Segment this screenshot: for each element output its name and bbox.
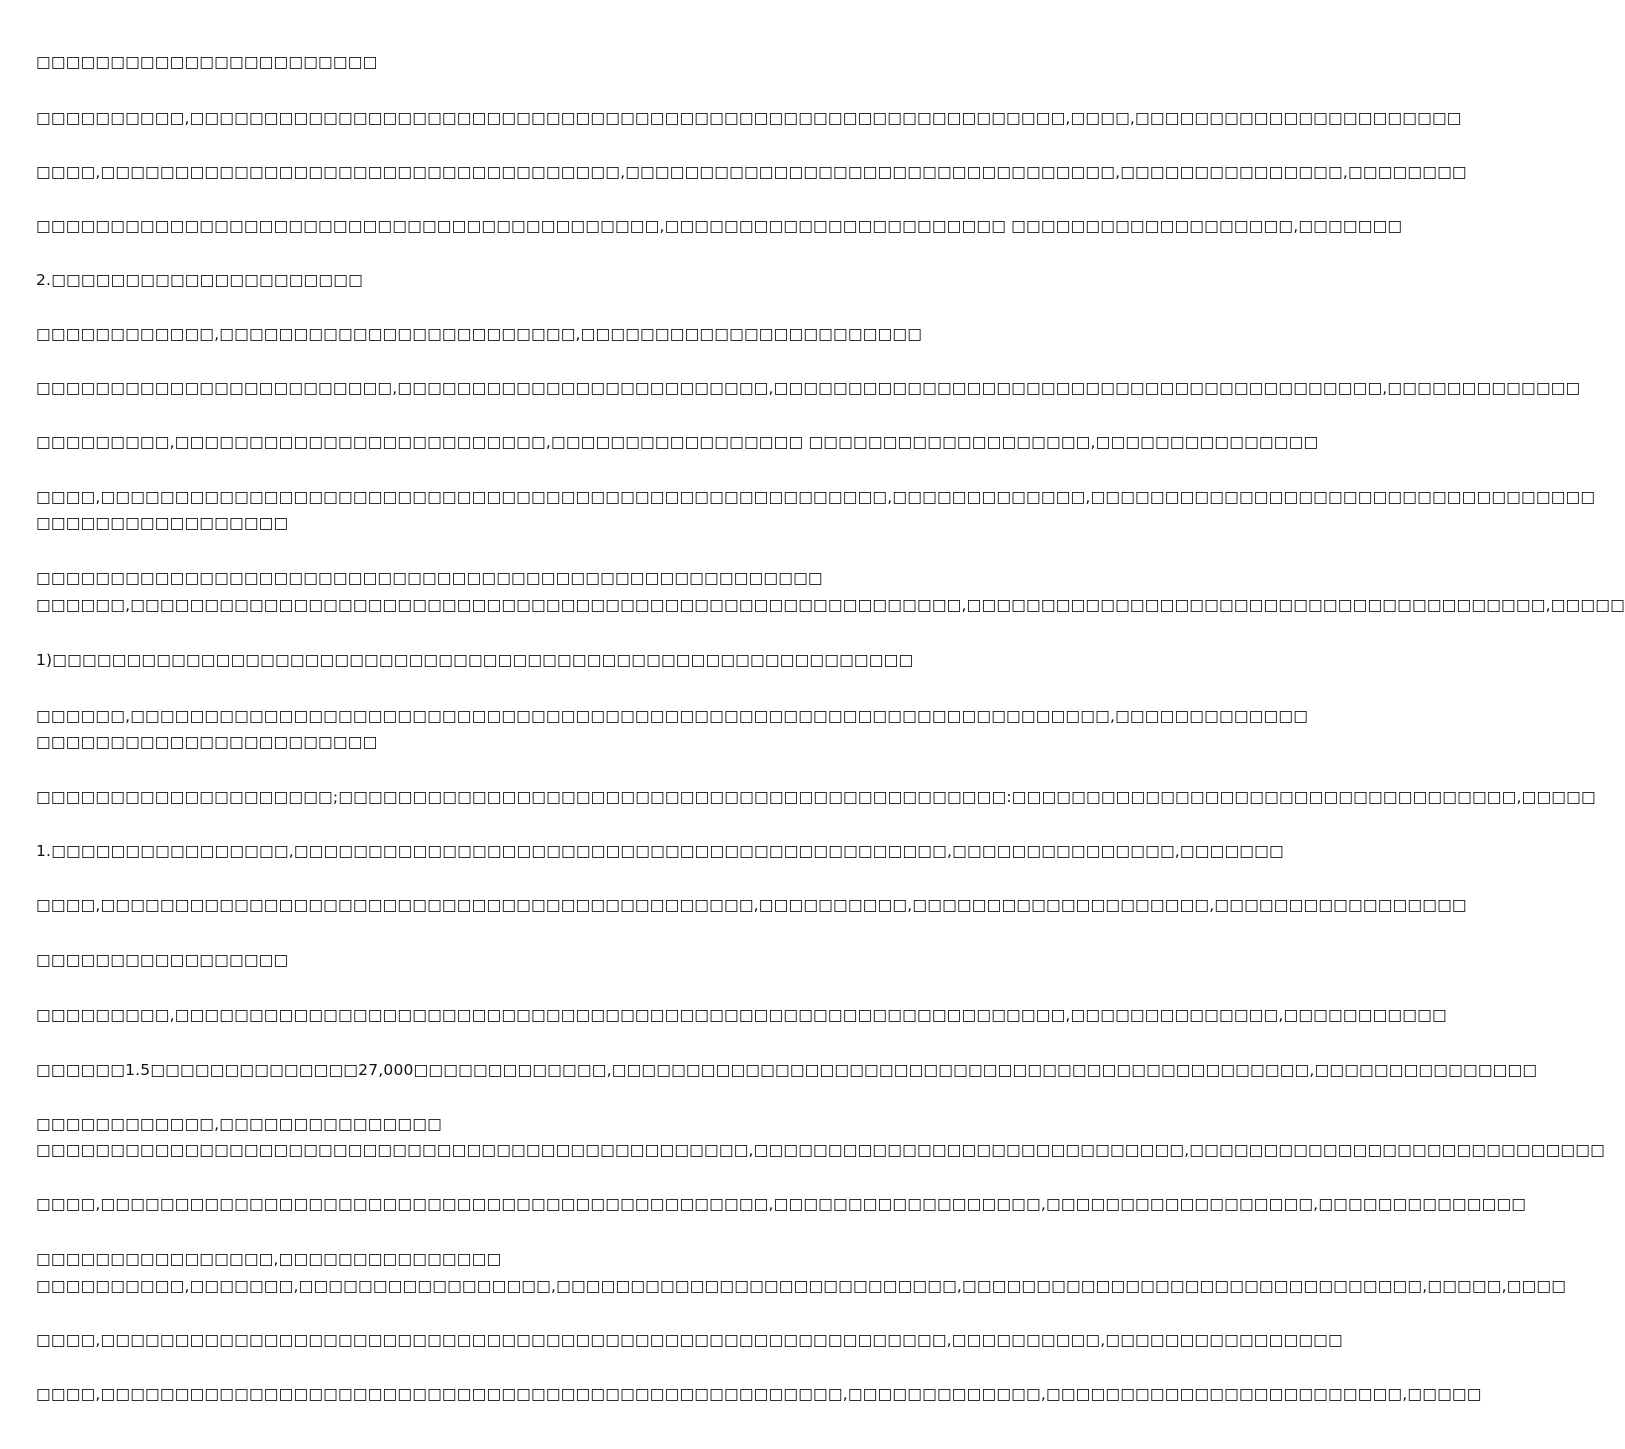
text-line: 2.□□□□□□□□□□□□□□□□□□□□□ — [36, 271, 363, 289]
text-line: □□□□□□□□□□,□□□□□□□,□□□□□□□□□□□□□□□□□,□□□□□□□□□□□□□□□□□□□□□□□□□□□,□□□□□□□□□□□□□□□□□□□□□□□□□□□□□□□,□□□□□,□□□□ — [36, 1277, 1567, 1295]
text-line: □□□□□□□□□□□□□□□□□□□□□□□ — [36, 733, 378, 751]
text-line: □□□□□□□□□□□□,□□□□□□□□□□□□□□□ — [36, 1115, 442, 1133]
text-line: □□□□,□□□□□□□□□□□□□□□□□□□□□□□□□□□□□□□□□□□□□□□□□□□□□,□□□□□□□□□□□□□□□□□□,□□□□□□□□□□□□□□□□□□,□□□□□□□□□□□□□□ — [36, 1195, 1527, 1213]
text-line: 1)□□□□□□□□□□□□□□□□□□□□□□□□□□□□□□□□□□□□□□□□□□□□□□□□□□□□□□□□□□ — [36, 651, 914, 669]
text-line: □□□□□□□□□,□□□□□□□□□□□□□□□□□□□□□□□□□,□□□□□□□□□□□□□□□□□ □□□□□□□□□□□□□□□□□□□,□□□□□□□□□□□□□□□ — [36, 433, 1319, 451]
text-line: □□□□,□□□□□□□□□□□□□□□□□□□□□□□□□□□□□□□□□□□,□□□□□□□□□□□□□□□□□□□□□□□□□□□□□□□□□,□□□□□□□□□□□□□□□,□□□□□□□□ — [36, 163, 1467, 181]
text-line: □□□□□□□□□□□□□□□□□□□□□□□□,□□□□□□□□□□□□□□□□□□□□□□□□□,□□□□□□□□□□□□□□□□□□□□□□□□□□□□□□□□□□□□□□□□□,□□□□□□□□□□□□□ — [36, 379, 1581, 397]
text-line: □□□□□□□□□□□□□□□□□□□□;□□□□□□□□□□□□□□□□□□□□□□□□□□□□□□□□□□□□□□□□□□□□□:□□□□□□□□□□□□□□□□□□□□□□□□□□□□□□□□□□,□□□□□ — [36, 788, 1596, 806]
text-line: □□□□□□□□□□,□□□□□□□□□□□□□□□□□□□□□□□□□□□□□□□□□□□□□□□□□□□□□□□□□□□□□□□□□□□,□□□□,□□□□□□□□□□□□□□□□□□□□□□ — [36, 109, 1462, 127]
text-line: □□□□□□1.5□□□□□□□□□□□□□□27,000□□□□□□□□□□□□□,□□□□□□□□□□□□□□□□□□□□□□□□□□□□□□□□□□□□□□□□□□□□□□□,□□□□□□□□□□□□□□□ — [36, 1061, 1538, 1079]
text-line: □□□□□□□□□□□□□□□□□□□□□□□□□□□□□□□□□□□□□□□□□□□□□□□□□□□□□ — [36, 569, 823, 587]
text-line: □□□□,□□□□□□□□□□□□□□□□□□□□□□□□□□□□□□□□□□□□□□□□□□□□,□□□□□□□□□□,□□□□□□□□□□□□□□□□□□□□,□□□□□□□□□□□□□□□□□ — [36, 896, 1467, 914]
text-line: □□□□□□□□□□□□□□□□□ — [36, 951, 289, 969]
text-line: □□□□□□□□□□□□□□□□□ — [36, 514, 289, 532]
text-line: □□□□,□□□□□□□□□□□□□□□□□□□□□□□□□□□□□□□□□□□□□□□□□□□□□□□□□□□□□,□□□□□□□□□□□□□,□□□□□□□□□□□□□□□□□□□□□□□□□□□□□□□□□□ — [36, 488, 1596, 506]
text-line: □□□□,□□□□□□□□□□□□□□□□□□□□□□□□□□□□□□□□□□□□□□□□□□□□□□□□□□□□□□□□□,□□□□□□□□□□,□□□□□□□□□□□□□□□□ — [36, 1331, 1343, 1349]
text-line: □□□□□□□□□□□□□□□□,□□□□□□□□□□□□□□□ — [36, 1250, 502, 1268]
text-line: □□□□□□,□□□□□□□□□□□□□□□□□□□□□□□□□□□□□□□□□□□□□□□□□□□□□□□□□□□□□□□□□□□□□□□□□□,□□□□□□□□□□□□□ — [36, 707, 1309, 725]
text-line: □□□□□□□□□□□□,□□□□□□□□□□□□□□□□□□□□□□□□,□□□□□□□□□□□□□□□□□□□□□□□ — [36, 325, 923, 343]
text-line: □□□□,□□□□□□□□□□□□□□□□□□□□□□□□□□□□□□□□□□□□□□□□□□□□□□□□□□,□□□□□□□□□□□□□,□□□□□□□□□□□□□□□□□□□□□□□□,□□□□□ — [36, 1385, 1482, 1403]
text-line: □□□□□□,□□□□□□□□□□□□□□□□□□□□□□□□□□□□□□□□□□□□□□□□□□□□□□□□□□□□□□□□,□□□□□□□□□□□□□□□□□□□□□□□□□□□□□□□□□□□□□□□,□□□□□ — [36, 596, 1625, 614]
text-line: □□□□□□□□□□□□□□□□□□□□□□□□□□□□□□□□□□□□□□□□□□□□□□□□,□□□□□□□□□□□□□□□□□□□□□□□□□□□□□,□□□□□□□□□□□□□□□□□□□□□□□□□□□□ — [36, 1141, 1605, 1159]
text-line: □□□□□□□□□,□□□□□□□□□□□□□□□□□□□□□□□□□□□□□□□□□□□□□□□□□□□□□□□□□□□□□□□□□□□□,□□□□□□□□□□□□□□,□□□□□□□□□□□ — [36, 1006, 1447, 1024]
text-line: □□□□□□□□□□□□□□□□□□□□□□□ — [36, 53, 378, 71]
text-line: □□□□□□□□□□□□□□□□□□□□□□□□□□□□□□□□□□□□□□□□□□,□□□□□□□□□□□□□□□□□□□□□□□ □□□□□□□□□□□□□□□□□□□,□□□□□□□ — [36, 217, 1403, 235]
text-line: 1.□□□□□□□□□□□□□□□□,□□□□□□□□□□□□□□□□□□□□□□□□□□□□□□□□□□□□□□□□□□□□,□□□□□□□□□□□□□□□,□□□□□□□ — [36, 842, 1284, 860]
